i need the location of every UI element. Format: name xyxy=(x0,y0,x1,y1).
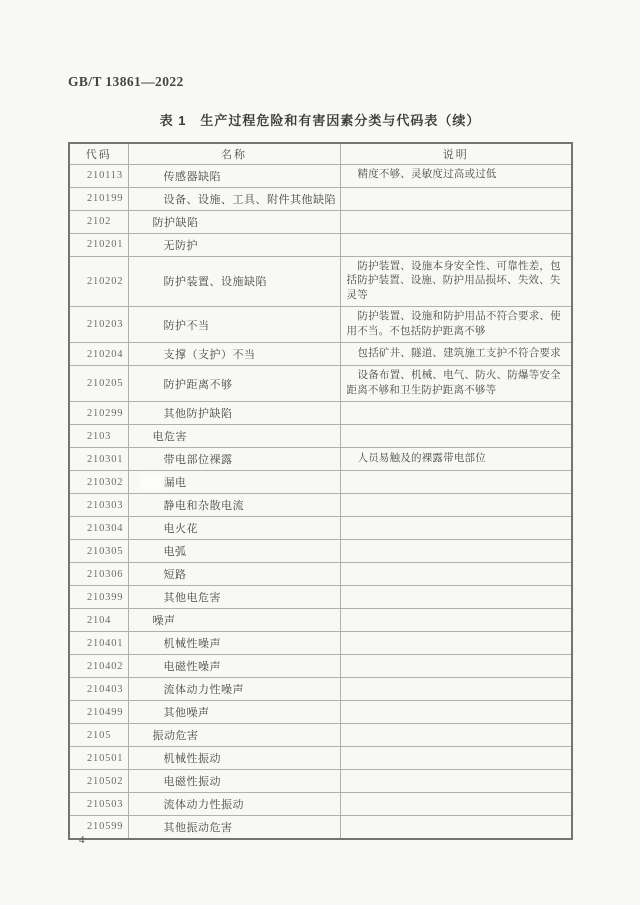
cell-description: 精度不够、灵敏度过高或过低 xyxy=(340,164,572,187)
name-text: 电磁性噪声 xyxy=(163,661,221,673)
cell-code: 210503 xyxy=(69,793,128,816)
cell-code: 2102 xyxy=(69,210,128,233)
table-row xyxy=(69,609,572,632)
cell-description: 防护装置、设施本身安全性、可靠性差，包括防护装置、设施、防护用品损坏、失效、失灵等 xyxy=(340,256,572,307)
table-row xyxy=(69,586,572,609)
cell-name xyxy=(128,678,340,701)
cell-name xyxy=(128,494,340,517)
table-row xyxy=(69,632,572,655)
cell-name xyxy=(128,747,340,770)
cell-name xyxy=(128,517,340,540)
cell-description xyxy=(340,655,572,678)
page-number: 4 xyxy=(79,834,85,846)
name-text: 设备、设施、工具、附件其他缺陷 xyxy=(163,193,336,206)
cell-name xyxy=(128,724,340,747)
cell-description xyxy=(340,747,572,770)
cell-code: 210203 xyxy=(69,307,128,343)
cell-description: 防护装置、设施和防护用品不符合要求、使用不当。不包括防护距离不够 xyxy=(340,307,572,343)
table-header-row xyxy=(69,143,572,164)
cell-description xyxy=(340,701,572,724)
name-text: 短路 xyxy=(163,569,187,581)
name-text: 防护装置、设施缺陷 xyxy=(163,276,267,289)
cell-name xyxy=(128,632,340,655)
name-text: 防护距离不够 xyxy=(163,378,233,391)
cell-name xyxy=(128,770,340,793)
table-row xyxy=(69,402,572,425)
name-text: 无防护 xyxy=(163,239,198,252)
cell-code: 2105 xyxy=(69,724,128,747)
cell-name xyxy=(128,425,340,448)
name-text: 电弧 xyxy=(163,546,187,558)
table-row xyxy=(69,793,572,816)
cell-code: 210113 xyxy=(69,164,128,187)
name-text: 带电部位裸露 xyxy=(163,454,233,466)
cell-description xyxy=(340,563,572,586)
cell-code: 210502 xyxy=(69,770,128,793)
name-text: 振动危害 xyxy=(152,730,199,742)
cell-code: 210205 xyxy=(69,366,128,402)
cell-name xyxy=(128,366,340,402)
cell-description xyxy=(340,586,572,609)
cell-description xyxy=(340,494,572,517)
cell-code: 210204 xyxy=(69,343,128,366)
name-text: 机械性噪声 xyxy=(163,638,221,650)
table-row xyxy=(69,655,572,678)
cell-code: 210499 xyxy=(69,701,128,724)
table-row xyxy=(69,701,572,724)
cell-code: 210299 xyxy=(69,402,128,425)
cell-code: 210402 xyxy=(69,655,128,678)
cell-code: 210303 xyxy=(69,494,128,517)
cell-name xyxy=(128,609,340,632)
table-row xyxy=(69,747,572,770)
table-row xyxy=(69,256,572,307)
cell-description: 人员易触及的裸露带电部位 xyxy=(340,448,572,471)
table-body xyxy=(69,164,572,839)
cell-code: 210401 xyxy=(69,632,128,655)
table-row xyxy=(69,494,572,517)
cell-description xyxy=(340,402,572,425)
cell-description xyxy=(340,187,572,210)
name-text: 传感器缺陷 xyxy=(163,170,221,183)
table-row xyxy=(69,770,572,793)
cell-name xyxy=(128,210,340,233)
cell-description xyxy=(340,233,572,256)
name-text: 噪声 xyxy=(152,615,176,627)
table-row xyxy=(69,540,572,563)
table-row xyxy=(69,724,572,747)
cell-name xyxy=(128,256,340,307)
cell-code: 210199 xyxy=(69,187,128,210)
header-name: 名称 xyxy=(128,143,340,164)
cell-code: 210403 xyxy=(69,678,128,701)
cell-name xyxy=(128,471,340,494)
cell-description xyxy=(340,425,572,448)
table-row xyxy=(69,448,572,471)
name-text: 流体动力性噪声 xyxy=(163,684,244,696)
cell-description xyxy=(340,632,572,655)
cell-code: 210201 xyxy=(69,233,128,256)
cell-name xyxy=(128,540,340,563)
cell-name xyxy=(128,307,340,343)
cell-name xyxy=(128,816,340,839)
cell-code: 210301 xyxy=(69,448,128,471)
cell-code: 2104 xyxy=(69,609,128,632)
header-code: 代码 xyxy=(69,143,128,164)
name-text: 其他电危害 xyxy=(163,592,221,604)
name-text: 电危害 xyxy=(152,431,187,443)
cell-name xyxy=(128,563,340,586)
cell-name xyxy=(128,701,340,724)
cell-description xyxy=(340,517,572,540)
name-text: 支撑（支护）不当 xyxy=(163,349,256,361)
name-text: 漏电 xyxy=(163,477,187,489)
name-text: 电火花 xyxy=(163,523,198,535)
name-text: 静电和杂散电流 xyxy=(163,500,244,512)
name-text: 防护缺陷 xyxy=(152,216,199,229)
table-row xyxy=(69,563,572,586)
cell-code: 210501 xyxy=(69,747,128,770)
cell-name xyxy=(128,233,340,256)
cell-description xyxy=(340,210,572,233)
table-row xyxy=(69,678,572,701)
cell-description xyxy=(340,540,572,563)
table-row xyxy=(69,343,572,366)
cell-name xyxy=(128,448,340,471)
cell-name xyxy=(128,793,340,816)
cell-code: 210306 xyxy=(69,563,128,586)
hazard-code-table xyxy=(68,142,573,840)
standard-number: GB/T 13861—2022 xyxy=(68,74,184,89)
name-text: 机械性振动 xyxy=(163,753,221,765)
cell-code: 210302 xyxy=(69,471,128,494)
table-row xyxy=(69,187,572,210)
table-row xyxy=(69,366,572,402)
cell-description: 设备布置、机械、电气、防火、防爆等安全距离不够和卫生防护距离不够等 xyxy=(340,366,572,402)
cell-code: 210305 xyxy=(69,540,128,563)
table-row xyxy=(69,816,572,839)
table-row xyxy=(69,471,572,494)
cell-description xyxy=(340,609,572,632)
table-row xyxy=(69,307,572,343)
cell-description xyxy=(340,678,572,701)
table-row xyxy=(69,210,572,233)
table-title: 表 1 生产过程危险和有害因素分类与代码表（续） xyxy=(159,113,481,128)
name-text: 流体动力性振动 xyxy=(163,799,244,811)
cell-code: 210399 xyxy=(69,586,128,609)
name-text: 其他防护缺陷 xyxy=(163,408,233,420)
whiteout-smudge xyxy=(142,475,163,488)
cell-code: 210202 xyxy=(69,256,128,307)
cell-description xyxy=(340,471,572,494)
cell-name xyxy=(128,187,340,210)
table-row xyxy=(69,425,572,448)
cell-code: 210304 xyxy=(69,517,128,540)
cell-description: 包括矿井、隧道、建筑施工支护不符合要求 xyxy=(340,343,572,366)
cell-name xyxy=(128,164,340,187)
table-row xyxy=(69,517,572,540)
name-text: 其他振动危害 xyxy=(163,821,233,834)
cell-name xyxy=(128,586,340,609)
cell-code: 2103 xyxy=(69,425,128,448)
cell-name xyxy=(128,343,340,366)
name-text: 电磁性振动 xyxy=(163,776,221,788)
cell-description xyxy=(340,816,572,839)
cell-code: 210599 xyxy=(69,816,128,839)
cell-description xyxy=(340,724,572,747)
table-row xyxy=(69,164,572,187)
cell-description xyxy=(340,770,572,793)
header-description: 说明 xyxy=(340,143,572,164)
cell-name xyxy=(128,655,340,678)
name-text: 防护不当 xyxy=(163,319,210,332)
name-text: 其他噪声 xyxy=(163,707,210,719)
table-row xyxy=(69,233,572,256)
cell-name xyxy=(128,402,340,425)
cell-description xyxy=(340,793,572,816)
